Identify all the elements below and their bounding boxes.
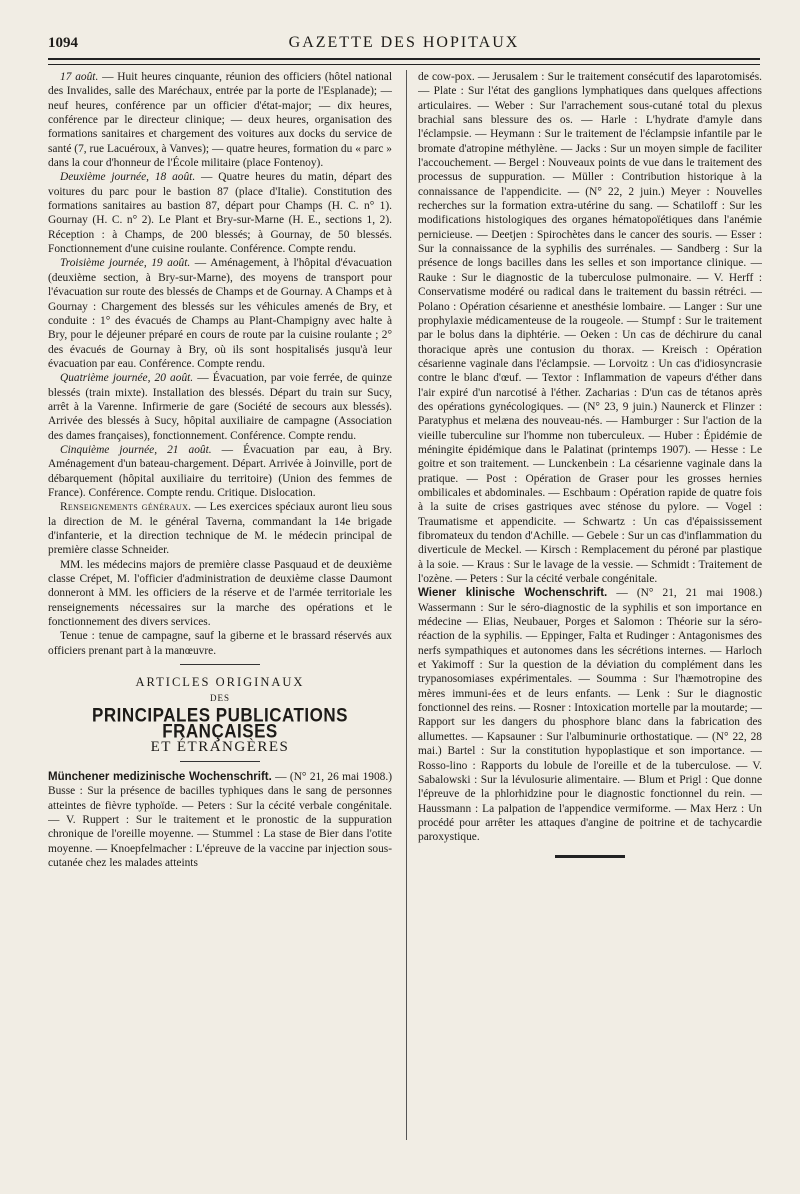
journal-text: — (N° 21, 21 mai 1908.) Wassermann : Sur le séro-diagnostic de la syphilis et son importance en médecine — Elias, Neubauer, Porges et Salomon : Théorie sur la séro-réaction de la syphilis. — Eppinger, Falta et Rudinger : Antagonismes des nerfs sympathiques et autonomes dans les sécrétions internes. — Harloch et Yakimoff : Sur la question de la déviation du complément dans les trypanosomiases expérimentales. — Soumma : Sur l'hæmotropine des mères immuni-ées et de leurs enfants. — Lenk : Sur le diagnostic fonctionnel des reins. — Rosner : Intoxication mortelle par la moutarde; — Rapport sur les dangers du phosphore blanc dans la fabrication des allumettes. — Kapsauner : Sur l'albuminurie orthostatique. — (N° 22, 28 mai.) Bartel : Sur la constitution hypoplastique et son importance. — Rosso-lino : Rapports du lobule de l'oreille et de la tuberculose. — V. Sabalowski : Sur la lévulosurie alimentaire. — Blum et Prigl : Que donne l'épreuve de la phlorhidzine pour le diagnostic fonctionnel du rein. — Haussmann : La palpation de l'appendice vermiforme. — Max Herz : Un procédé pour arrêter les attaques d'angine de poitrine et de tachycardie paroxystique. [418, 587, 762, 844]
right-column [418, 70, 762, 1180]
date-label: Troisième journée, 19 août. [60, 257, 191, 270]
paragraph-text: — Les exercices spéciaux auront lieu sous la direction de M. le général Taverna, commandant la 14e brigade d'infanterie, et la direction technique de M. le médecin principal de première classe Schneider. [48, 501, 392, 557]
date-label: Deuxième journée, 18 août. [60, 171, 196, 184]
date-label: Quatrième journée, 20 août. [60, 372, 194, 385]
paragraph-text: — Évacuation, par voie ferrée, de quinze blessés (train mixte). Installation des blessés. Départ du train sur Sucy, arrêt à la Varenne. Infirmerie de gare (Société de secours aux blessés). Arrivée des blessés à Sucy, hôpital auxiliaire de campagne (Association des dames françaises), fonctionnement. Conférence. Compte rendu. [48, 372, 392, 442]
paragraph [48, 443, 392, 500]
paragraph-text: — Quatre heures du matin, départ des voitures du parc pour le bastion 87 (place d'Italie). Constitution des formations sanitaires au bastion 87, départ pour Champs (H. C. n° 1). Gournay (H. C. n° 2). Le Plant et Bry-sur-Marne (H. E., sections 1, 2). Réception : à Champs, de 200 blessés; à Gournay, de 50 blessés. Fonctionnement d'une cuisine roulante. Conférence. Compte rendu. [48, 171, 392, 256]
journal-text: — (N° 21, 26 mai 1908.) Busse : Sur la présence de bacilles typhiques dans le sang de personnes atteintes de fièvre typhoïde. — Peters : Sur la cécité verbale congénitale. — V. Ruppert : Sur le traitement et le pronostic de la suppuration chronique de l'oreille moyenne. — Stummel : La stase de Bier dans l'otite moyenne. — Knoepfelmacher : L'épreuve de la vaccine par injection sous-cutanée chez les malades atteints [48, 770, 392, 869]
section-label: Renseignements généraux. [60, 501, 192, 514]
section-rule [180, 664, 260, 665]
column-divider [406, 70, 407, 1140]
header-rule-thick [48, 58, 760, 60]
page-number: 1094 [48, 35, 78, 51]
journal-name: Münchener medizinische Wochenschrift. [48, 770, 272, 783]
paragraph [48, 70, 392, 170]
journal-name: Wiener klinische Wochenschrift. [418, 587, 608, 600]
header-rule-thin [48, 64, 760, 65]
page-header [48, 24, 760, 52]
end-ornament [555, 855, 625, 858]
section-heading-line1: ARTICLES ORIGINAUX [135, 675, 305, 690]
date-label: 17 août. [60, 71, 99, 83]
section-heading-line4: ET ÉTRANGÈRES [150, 739, 290, 756]
paragraph: MM. les médecins majors de première classe Pasquaud et de deuxième classe Crépet, M. l'officier d'administration de deuxième classe Daumont donneront à MM. les officiers de la réserve et de l'armée territoriale les renseignements nécessaires sur la marche des opérations et le fonctionnement des divers services. [48, 558, 392, 629]
date-label: Cinquième journée, 21 août. [60, 443, 212, 456]
paragraph-text: — Huit heures cinquante, réunion des officiers (hôtel national des Invalides, salle des Maréchaux, entrée par la porte de l'Esplanade); — neuf heures, conférence par un officier d'état-major; — dix heures, conférence par le directeur clinique; — deux heures, organisation des formations sanitaires et chargement des voitures aux docks du service de santé (7, rue Lacuéroux, à Vanves); — quatre heures, formation du « parc » dans la cour d'honneur de l'École militaire (place Fontenoy). [48, 71, 392, 170]
section-heading-line2: DES [209, 693, 230, 704]
journal-entry [418, 586, 762, 844]
paragraph [48, 170, 392, 256]
paragraph [48, 371, 392, 443]
journal-entry [48, 770, 392, 870]
paragraph-text: — Aménagement, à l'hôpital d'évacuation (deuxième section, à Bry-sur-Marne), des moyens de transport pour l'évacuation sur route des blessés de Champs et de Gournay. A Champs et à Gournay : Chargement des blessés sur les véhicules amenés de Bry, et conduite : 1° des évacués de Champs au Plant-Champigny avec halte à Bry, pour le déjeuner préparé en cours de route par la cuisine roulante ; 2° des évacués de Gournay à Bry, où ils sont hospitalisés jusqu'à leur évacuation par eau. Conférence. Compte rendu. [48, 257, 392, 370]
paragraph [48, 500, 392, 557]
running-title: GAZETTE DES HOPITAUX [288, 34, 520, 51]
section-rule [180, 761, 260, 762]
paragraph-text: — Évacuation par eau, à Bry. Aménagement d'un bateau-chargement. Départ. Arrivée à Joinville, port de débarquement (hôpital auxiliaire du territoire) (Union des femmes de France). Conférence. Compte rendu. Critique. Dislocation. [48, 443, 392, 499]
paragraph: Tenue : tenue de campagne, sauf la giberne et le brassard réservés aux officiers prenant part à la manœuvre. [48, 630, 392, 657]
paragraph [48, 256, 392, 371]
paragraph: de cow-pox. — Jerusalem : Sur le traitement consécutif des laparotomisés. — Plate : Sur l'état des ganglions lymphatiques dans quelques affections articulaires. — Weber : Sur l'arrachement sous-cutané total du plexus brachial sans blessure des os. — Harle : L'hydrate d'amyle dans l'éclampsie. — Heymann : Sur le traitement de l'éclampsie infantile par le bromate d'atropine méthylène. — Jacks : Sur un moyen simple de faciliter l'accouchement. — Bergel : Nouveaux points de vue dans le traitement des processus de suppuration. — Müller : Contribution historique à la connaissance de l'appendicite. — (N° 22, 2 juin.) Meyer : Nouvelles recherches sur la formation extra-utérine du sang. — Schatiloff : Sur les modifications histologiques des organes hématopoïétiques dans l'anémie pernicieuse. — Deetjen : Spirochètes dans le cancer des souris. — Esser : Sur la connaissance de la syphilis des surrénales. — Sandberg : Sur la présence de longs bacilles dans les selles et son importance clinique. — Rauke : Sur le diagnostic de la tuberculose pulmonaire. — V. Herff : Conservatisme modéré ou radical dans le traitement du bassin rétréci. — Polano : Opération césarienne et anesthésie lombaire. — Langer : Sur une prophylaxie médicamenteuse de la rougeole. — Stumpf : Sur le traitement par le bolus dans la diphtérie. — Oeken : Un cas de déchirure du canal thoracique après une contusion du thorax. — Kreisch : Opération césarienne vaginale dans l'éclampsie. — Lorvoitz : Un cas d'idiosyncrasie contre le blanc d'œuf. — Textor : Inflammation de vapeurs d'éther dans l'air expiré d'un narcotisé à l'éther. Zacharias : D'un cas de tétanos après des opérations gynécologiques. — (N° 23, 9 juin.) Naunerck et Flinzer : Paratyphus et melæna des nouveau-nés. — Hamburger : Sur l'action de la vieille tuberculine sur l'homme non tuberculeux. — Huber : Épidémie de méningite épidémique dans le Palatinat (printemps 1907). — Hesse : Le goitre et son traitement. — Lunckenbein : La césarienne vaginale dans la pratique. — Post : Opération de Graser pour les grosses hernies ombilicales et abdominales. — Eschbaum : Opération rapide de quatre fois à la suite de crises gastriques avec sténose du pylore. — Vogel : Traumatisme et appendicite. — Schwartz : Un cas d'épaississement fibromateux du tendon d'Achille. — Gebele : Sur un cas d'inflammation du diverticule de Meckel. — Kirsch : Remplacement du péroné par plastique à la soie. — Kraus : Sur le lavage de la vessie. — Schmidt : Traitement de l'ozène. — Peters : Sur la cécité verbale congénitale. [418, 71, 762, 586]
section-heading-line3: PRINCIPALES PUBLICATIONS FRANÇAISES [92, 704, 348, 743]
left-column [48, 70, 392, 1180]
